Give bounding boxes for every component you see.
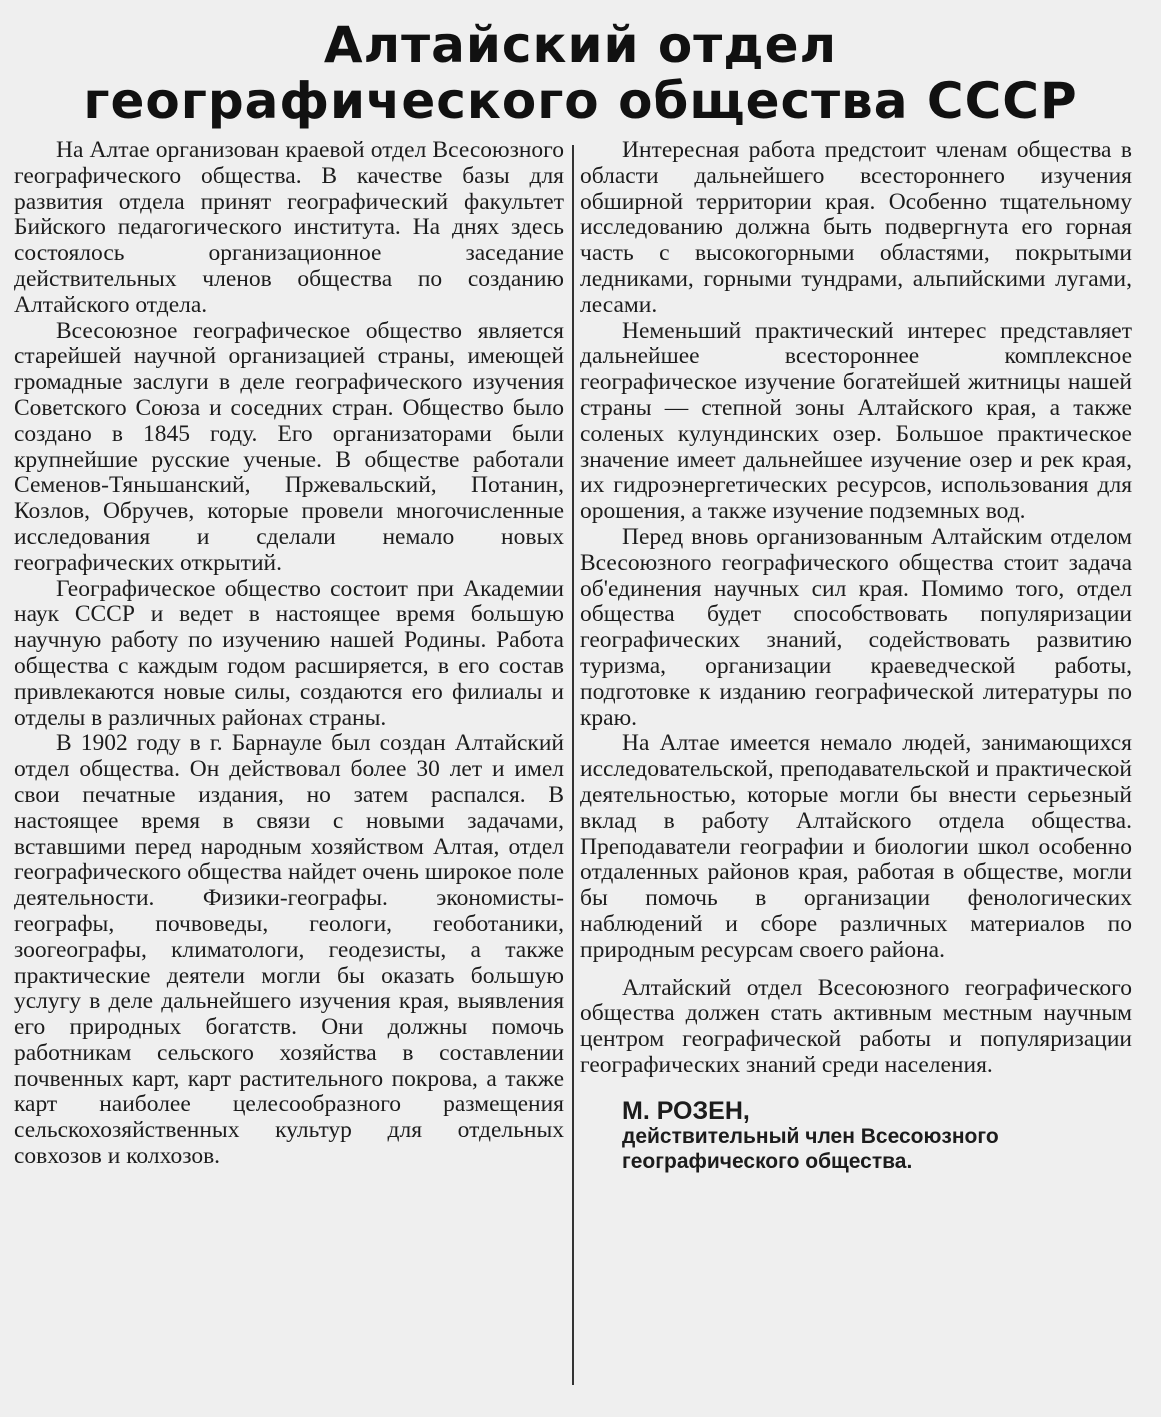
right-column <box>580 138 1132 1175</box>
paragraph: Алтайский отдел Всесоюзного географического общества должен стать активным местным научным центром географической работы и популяризации географических знаний среди населения. <box>580 974 1132 1078</box>
paragraph: Неменьший практический интерес представляет дальнейшее всестороннее комплексное географическое изучение богатейшей житницы нашей страны — степной зоны Алтайского края, а также соленых кулундинских озер. Большое практическое значение имеет дальнейшее изучение озер и рек края, их гидроэнергетических ресурсов, использования для орошения, а также изучение подземных вод. <box>580 317 1132 525</box>
paragraph: Географическое общество состоит при Академии наук СССР и ведет в настоящее время большую научную работу по изучению нашей Родины. Работа общества с каждым годом расширяется, в его состав привлекаются новые силы, создаются его филиалы и отделы в различных районах страны. <box>14 575 564 731</box>
paragraph: Интересная работа предстоит членам общества в области дальнейшего всестороннего изучения обширной территории края. Особенно тщательному исследованию должна быть подвергнута его горная часть с высокогорными областями, покрытыми ледниками, горными тундрами, альпийскими лугами, лесами. <box>580 137 1132 318</box>
author-name: М. РОЗЕН, <box>622 1096 750 1125</box>
paragraph: На Алтае имеется немало людей, занимающихся исследовательской, преподавательской и практической деятельностью, которые могли бы внести серьезный вклад в работу Алтайского отдела общества. Преподаватели географии и биологии школ особенно отдаленных районов края, работая в обществе, могли бы помочь в организации фенологических наблюдений и сборе различных материалов по природным ресурсам своего района. <box>580 730 1132 963</box>
paragraph: Всесоюзное географическое общество является старейшей научной организацией страны, имеющей громадные заслуги в деле географического изучения Советского Союза и соседних стран. Общество было создано в 1845 году. Его организаторами были крупнейшие русские ученые. В обществе работали Семенов-Тяньшанский, Пржевальский, Потанин, Козлов, Обручев, которые провели многочисленные исследования и сделали немало новых географических открытий. <box>14 317 564 576</box>
headline-line-1: Алтайский отдел <box>323 16 838 74</box>
paragraph: Перед вновь организованным Алтайским отделом Всесоюзного географического общества стоит задача об'единения научных сил края. Помимо того, отдел общества будет способствовать популяризации географических знаний, содействовать развитию туризма, организации краеведческой работы, подготовке к изданию географической литературы по краю. <box>580 523 1132 731</box>
paragraph: На Алтае организован краевой отдел Всесоюзного географического общества. В качестве базы для развития отдела принят географический факультет Бийского педагогического института. На днях здесь состоялось организационное заседание действительных членов общества по созданию Алтайского отдела. <box>14 137 564 318</box>
author-role-line-2: географического общества. <box>622 1149 913 1173</box>
headline-line-2: географического общества СССР <box>83 72 1078 130</box>
column-divider <box>572 145 574 1385</box>
author-role-line-1: действительный член Всесоюзного <box>622 1124 999 1148</box>
paragraph: В 1902 году в г. Барнауле был создан Алтайский отдел общества. Он действовал более 30 лет и имел свои печатные издания, но затем распался. В настоящее время в связи с новыми задачами, вставшими перед народным хозяйством Алтая, отдел географического общества найдет очень широкое поле деятельности. Физики-географы. экономисты-географы, почвоведы, геологи, геоботаники, зоогеографы, климатологи, геодезисты, а также практические деятели могли бы оказать большую услугу в деле дальнейшего изучения края, выявления его природных богатств. Они должны помочь работникам сельского хозяйства в составлении почвенных карт, карт растительного покрова, а также карт наиболее целесообразного размещения сельскохозяйственных культур для отдельных совхозов и колхозов. <box>14 730 564 1170</box>
left-column <box>14 138 564 1170</box>
